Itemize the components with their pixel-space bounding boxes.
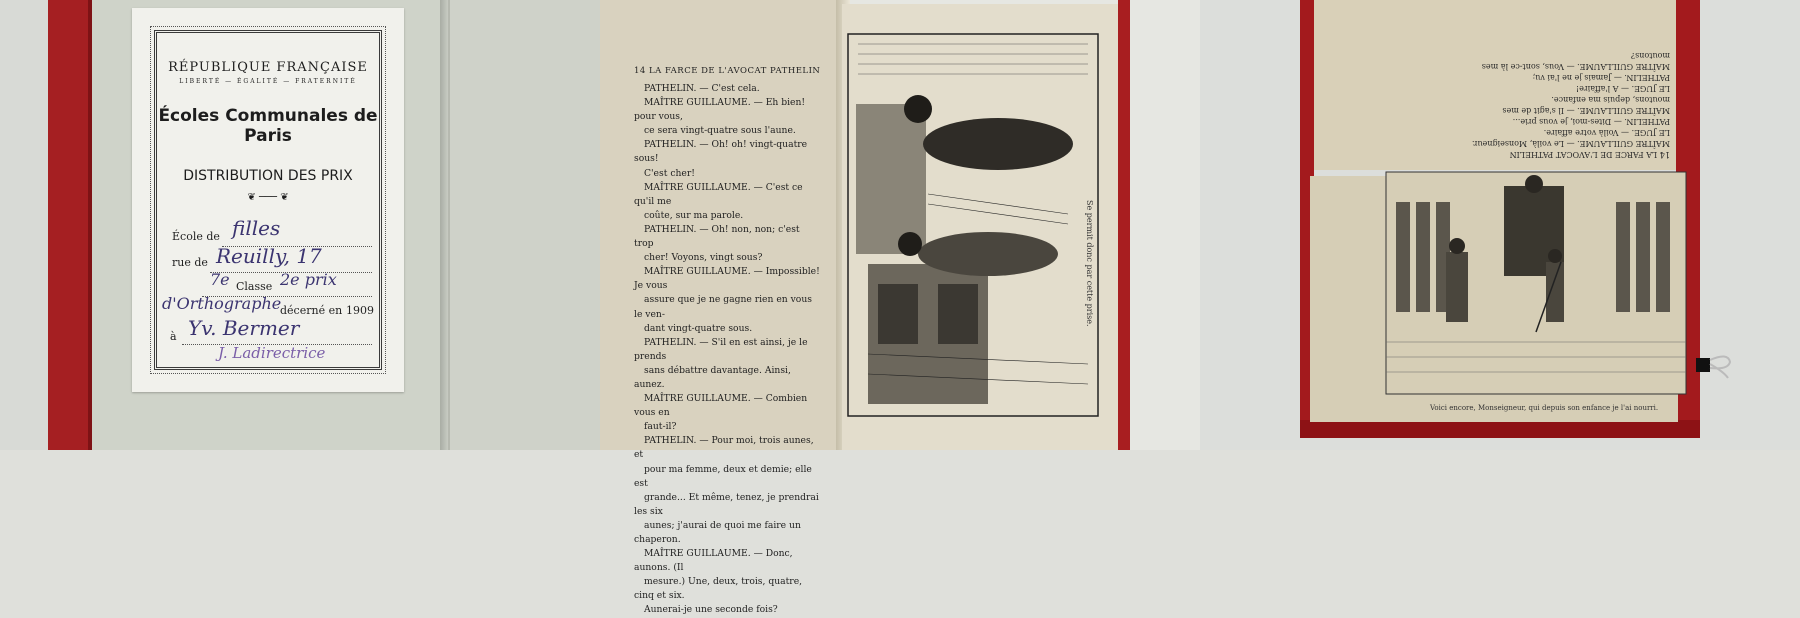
- classe-label: Classe: [236, 280, 273, 293]
- rue-value: Reuilly, 17: [216, 244, 322, 268]
- subject-value: d'Orthographe: [162, 294, 282, 313]
- text-line: ce sera vingt-quatre sous l'aune.: [644, 125, 796, 137]
- text-line: pour ma femme, deux et demie; elle est: [634, 463, 812, 489]
- upside-down-line: 14 LA FARCE DE L'AVOCAT PATHELIN: [1509, 150, 1670, 159]
- binder-clip-icon: [1694, 348, 1734, 382]
- decerne-label: décerné en: [280, 304, 343, 317]
- red-cover-bottom: [1300, 420, 1700, 438]
- bookplate-photo: [0, 0, 600, 450]
- text-line: MAÎTRE GUILLAUME. — Combien vous en: [634, 393, 808, 419]
- text-line: sans débattre davantage. Ainsi, aunez.: [634, 364, 791, 390]
- upside-down-line: PATHELIN. — Jamais je ne l'ai vu;: [1532, 73, 1670, 82]
- text-line: mesure.) Une, deux, trois, quatre, cinq et six.: [634, 576, 803, 602]
- schools-title: Écoles Communales de Paris: [158, 106, 378, 146]
- motto: LIBERTÉ — ÉGALITÉ — FRATERNITÉ: [179, 78, 357, 85]
- text-line: PATHELIN. — Pour moi, trois aunes, et: [634, 435, 814, 461]
- upside-down-line: MAÎTRE GUILLAUME. — Vous, sont-ce là mes: [1481, 62, 1670, 71]
- upside-down-line: LE JUGE. — A l'affaire!: [1575, 84, 1670, 93]
- text-line: dant vingt-quatre sous.: [644, 322, 753, 334]
- text-line: C'est cher!: [644, 167, 695, 179]
- distribution-title: DISTRIBUTION DES PRIX: [183, 168, 353, 184]
- a-label: à: [170, 330, 177, 343]
- classe-number: 7e: [210, 270, 230, 289]
- engraving-illustration: [848, 34, 1098, 416]
- rue-label: rue de: [172, 256, 208, 269]
- upside-down-line: PATHELIN. — Dites-moi, je vous prie...: [1512, 117, 1670, 126]
- endpaper-right: [448, 0, 602, 450]
- prize-bookplate: [132, 8, 404, 392]
- text-line: cher! Voyons, vingt sous?: [644, 252, 763, 264]
- upside-down-line: moutons, depuis ma enfance.: [1551, 95, 1670, 104]
- text-line: MAÎTRE GUILLAUME. — C'est ce qu'il me: [634, 181, 803, 207]
- text-line: MAÎTRE GUILLAUME. — Impossible! Je vous: [634, 266, 820, 292]
- text-line: coûte, sur ma parole.: [644, 209, 744, 221]
- text-line: faut-il?: [644, 421, 677, 433]
- play-text-column: [634, 82, 820, 618]
- director-signature: J. Ladirectrice: [218, 344, 326, 362]
- upside-down-line: LE JUGE. — Voilà votre affaire.: [1543, 128, 1670, 137]
- court-scene-illustration: [1386, 172, 1686, 394]
- prix-value: 2e prix: [280, 270, 337, 289]
- text-line: MAÎTRE GUILLAUME. — Donc, aunons. (Il: [634, 548, 793, 574]
- text-line: PATHELIN. — Oh! oh! vingt-quatre sous!: [634, 139, 808, 165]
- ecole-value: filles: [232, 216, 281, 240]
- text-line: PATHELIN. — S'il en est ainsi, je le prends: [634, 336, 808, 362]
- year-value: 1909: [346, 304, 374, 317]
- ornament-divider: ❦ ─── ❦: [247, 192, 289, 203]
- republic-heading: RÉPUBLIQUE FRANÇAISE: [168, 60, 368, 75]
- engraving-caption: Se permit donc par cette prise.: [1085, 200, 1094, 327]
- upside-down-line: MAÎTRE GUILLAUME. — Il s'agit de mes: [1502, 106, 1670, 115]
- text-line: aunes; j'aurai de quoi me faire un chaperon.: [634, 519, 801, 545]
- red-book-cover-edge: [1118, 0, 1130, 450]
- upside-down-line: moutons?: [1630, 51, 1670, 60]
- text-line: PATHELIN. — Oh! non, non; c'est trop: [634, 223, 800, 250]
- recipient-name: Yv. Bermer: [188, 316, 300, 340]
- text-line: assure que je ne gagne rien en vous le ven-: [634, 294, 812, 320]
- text-line: MAÎTRE GUILLAUME. — Eh bien! pour vous,: [634, 97, 806, 123]
- court-scene-caption: Voici encore, Monseigneur, qui depuis son enfance je l'ai nourri.: [1430, 404, 1659, 412]
- upside-down-text: [1320, 0, 1670, 160]
- text-line: grande... Et même, tenez, je prendrai les six: [634, 491, 819, 517]
- text-line: PATHELIN. — C'est cela.: [644, 83, 760, 94]
- text-line: Aunerai-je une seconde fois?: [644, 604, 778, 616]
- running-head: 14 LA FARCE DE L'AVOCAT PATHELIN: [634, 66, 821, 76]
- ecole-label: École de: [172, 230, 220, 243]
- upside-down-line: MAÎTRE GUILLAUME. — Le voilà, Monseigneur.: [1471, 139, 1670, 148]
